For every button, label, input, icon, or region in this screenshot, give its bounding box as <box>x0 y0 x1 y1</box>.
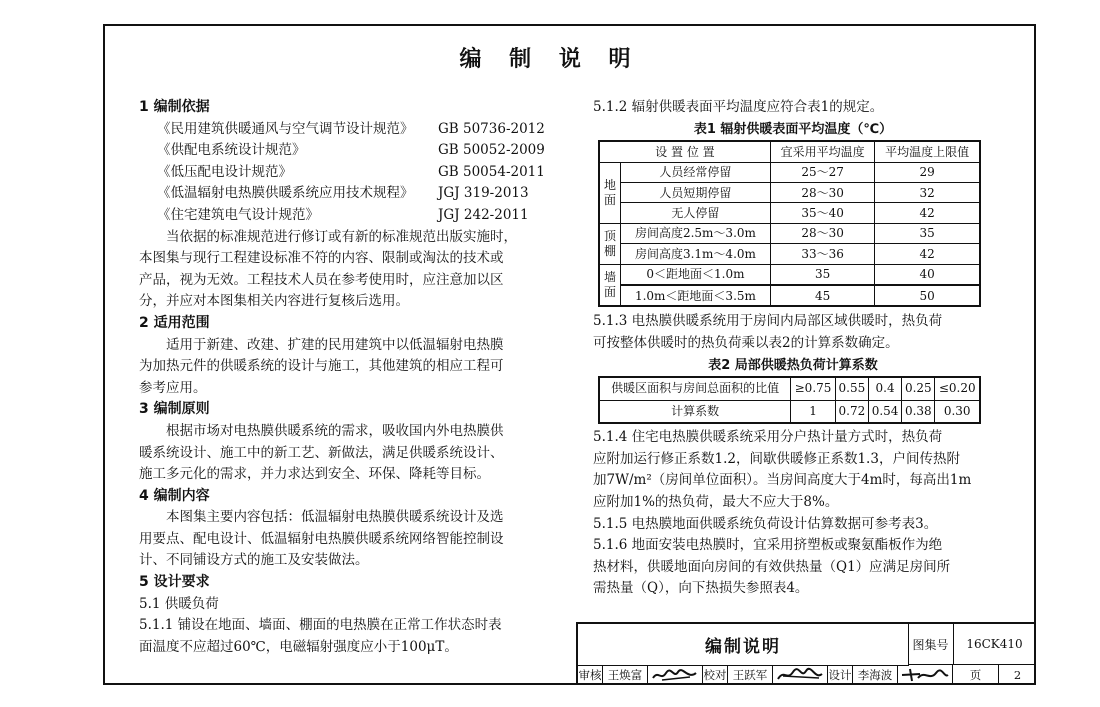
paragraph-line: 5.1.2 辐射供暖表面平均温度应符合表1的规定。 <box>593 99 884 115</box>
table-row <box>599 285 980 306</box>
paragraph-line: 应附加1%的热负荷，最大不应大于8%。 <box>593 494 839 511</box>
table-row-label: 计算系数 <box>599 400 791 423</box>
table-cell: 0.54 <box>868 400 901 423</box>
table-cell: 28～30 <box>770 182 875 202</box>
standard-item <box>139 183 564 205</box>
standard-name: 《住宅建筑电气设计规范》 <box>157 206 319 223</box>
table-row <box>599 182 980 202</box>
right-column <box>593 97 993 600</box>
table-cell: 人员短期停留 <box>621 182 771 202</box>
table-cell: 无人停留 <box>621 203 771 223</box>
standard-item <box>139 162 564 184</box>
page-number: 2 <box>1013 668 1022 682</box>
standard-code: JGJ 319-2013 <box>438 185 529 202</box>
paragraph-line: 本图集主要内容包括：低温辐射电热膜供暖系统设计及选 <box>166 509 504 526</box>
subsection-heading: 5.1 供暖负荷 <box>139 595 219 612</box>
table-cell: 35 <box>770 264 875 285</box>
title-block-title: 编制说明 <box>578 624 909 666</box>
table-row <box>599 203 980 223</box>
page-label: 页 <box>953 665 999 685</box>
table-cell: 25～27 <box>770 162 875 182</box>
table-cell: ≥0.75 <box>791 377 835 400</box>
table-cell: 35 <box>875 223 980 243</box>
table-header-row <box>599 141 980 162</box>
paragraph-line: 需热量（Q），向下热损失参照表4。 <box>593 580 809 597</box>
table-cell: 29 <box>875 162 980 182</box>
reviewer-signature <box>648 665 703 685</box>
table-cell: 1 <box>791 400 835 423</box>
section-2-heading: 2 适用范围 <box>139 314 210 331</box>
table-row <box>599 223 980 243</box>
paragraph-line: 5.1.4 住宅电热膜供暖系统采用分户热计量方式时，热负荷 <box>593 429 943 446</box>
table-cell: 42 <box>875 203 980 223</box>
table-row <box>599 377 980 400</box>
standard-code: GB 50054-2011 <box>438 163 545 180</box>
paragraph-line: 用要点、配电设计、低温辐射电热膜供暖系统网络智能控制设 <box>139 530 504 547</box>
table-row <box>599 244 980 264</box>
table-cell: 45 <box>770 285 875 306</box>
table-cell: 1.0m＜距地面＜3.5m <box>621 285 771 306</box>
paragraph-line: 参考应用。 <box>139 379 207 396</box>
group-label: 顶棚 <box>599 223 621 264</box>
review-label: 审核 <box>578 665 603 685</box>
standard-code: GB 50736-2012 <box>438 120 545 137</box>
table-cell: 0.38 <box>902 400 935 423</box>
table-header-cell: 宜采用平均温度 <box>770 141 875 162</box>
table-cell: 房间高度2.5m～3.0m <box>621 223 771 243</box>
designer-signature <box>898 665 953 685</box>
table-cell: 0.4 <box>868 377 901 400</box>
table-cell: ≤0.20 <box>935 377 980 400</box>
table-header-cell: 平均温度上限值 <box>875 141 980 162</box>
proofer-signature-mark <box>775 667 825 683</box>
designer-signature-mark <box>900 667 950 683</box>
table-row <box>599 162 980 182</box>
table-cell: 0＜距地面＜1.0m <box>621 264 771 285</box>
table-cell: 0.25 <box>902 377 935 400</box>
table-cell: 33～36 <box>770 244 875 264</box>
left-column <box>139 97 564 658</box>
paragraph-line: 应附加运行修正系数1.2，间歇供暖修正系数1.3，户间传热附 <box>593 450 960 467</box>
paragraph-line: 适用于新建、改建、扩建的民用建筑中以低温辐射电热膜 <box>166 336 504 353</box>
table-cell: 40 <box>875 264 980 285</box>
section-5-heading: 5 设计要求 <box>139 574 210 591</box>
standard-name: 《低温辐射电热膜供暖系统应用技术规程》 <box>157 185 414 202</box>
paragraph-line: 5.1.3 电热膜供暖系统用于房间内局部区域供暖时，热负荷 <box>593 313 943 330</box>
paragraph-line: 产品，视为无效。工程技术人员在参考使用时，应注意加以区 <box>139 271 504 288</box>
standard-code: JGJ 242-2011 <box>438 206 529 223</box>
title-block <box>576 622 1036 685</box>
paragraph-line: 加7W/m²（房间单位面积）。当房间高度大于4m时，每高出1m <box>593 472 972 489</box>
design-label: 设计 <box>828 665 853 685</box>
paragraph-line: 为加热元件的供暖系统的设计与施工，其他建筑的相应工程可 <box>139 358 504 375</box>
standard-item <box>139 119 564 141</box>
standard-name: 《供配电系统设计规范》 <box>157 142 306 159</box>
table-row <box>599 264 980 285</box>
standard-item <box>139 205 564 227</box>
table-cell: 0.55 <box>835 377 868 400</box>
table-cell: 0.30 <box>935 400 980 423</box>
paragraph-line: 根据市场对电热膜供暖系统的需求，吸收国内外电热膜供 <box>166 422 504 439</box>
section-1-heading: 1 编制依据 <box>139 99 210 115</box>
standard-item <box>139 140 564 162</box>
table-1-caption: 表1 辐射供暖表面平均温度（℃） <box>693 121 893 137</box>
group-label: 地面 <box>599 162 621 223</box>
reviewer-name: 王焕富 <box>603 665 648 685</box>
table-cell: 42 <box>875 244 980 264</box>
reviewer-signature-mark <box>650 667 700 683</box>
standard-code: GB 50052-2009 <box>438 142 545 159</box>
paragraph-line: 本图集与现行工程建设标准不符的内容、限制或淘汰的技术或 <box>139 250 504 267</box>
table-cell: 房间高度3.1m～4.0m <box>621 244 771 264</box>
proofer-name: 王跃军 <box>728 665 773 685</box>
paragraph-line: 计、不同铺设方式的施工及安装做法。 <box>139 552 369 569</box>
table-cell: 32 <box>875 182 980 202</box>
group-label: 墙面 <box>599 264 621 306</box>
paragraph-line: 可按整体供暖时的热负荷乘以表2的计算系数确定。 <box>593 334 899 351</box>
table-cell: 人员经常停留 <box>621 162 771 182</box>
atlas-number-label: 图集号 <box>908 624 954 665</box>
section-4-heading: 4 编制内容 <box>139 487 210 504</box>
standard-name: 《低压配电设计规范》 <box>157 163 292 180</box>
designer-name: 李海波 <box>853 665 898 685</box>
paragraph-line: 暖系统设计、施工中的新工艺、新做法，满足供暖系统设计、 <box>139 444 504 461</box>
paragraph-line: 分，并应对本图集相关内容进行复核后选用。 <box>139 293 409 310</box>
section-3-heading: 3 编制原则 <box>139 401 210 418</box>
proof-label: 校对 <box>703 665 728 685</box>
standard-name: 《民用建筑供暖通风与空气调节设计规范》 <box>157 120 414 137</box>
paragraph-line: 当依据的标准规范进行修订或有新的标准规范出版实施时， <box>166 228 517 245</box>
proofer-signature <box>773 665 828 685</box>
paragraph-line: 5.1.5 电热膜地面供暖系统负荷设计估算数据可参考表3。 <box>593 515 938 532</box>
paragraph-line: 施工多元化的需求，并力求达到安全、环保、降耗等目标。 <box>139 466 490 483</box>
table-cell: 50 <box>875 285 980 306</box>
table-row-label: 供暖区面积与房间总面积的比值 <box>599 377 791 400</box>
paragraph-line: 热材料，供暖地面向房间的有效供热量（Q1）应满足房间所 <box>593 558 951 575</box>
page-title: 编 制 说 明 <box>459 47 641 72</box>
table-cell: 0.72 <box>835 400 868 423</box>
atlas-number: 16CK410 <box>954 624 1036 665</box>
table-2-caption: 表2 局部供暖热负荷计算系数 <box>708 357 878 373</box>
paragraph-line: 5.1.6 地面安装电热膜时，宜采用挤塑板或聚氨酯板作为绝 <box>593 537 943 554</box>
table-cell: 35～40 <box>770 203 875 223</box>
table-1 <box>598 140 981 307</box>
paragraph-line: 5.1.1 铺设在地面、墙面、棚面的电热膜在正常工作状态时表 <box>139 617 502 634</box>
table-row <box>599 400 980 423</box>
table-cell: 28～30 <box>770 223 875 243</box>
paragraph-line: 面温度不应超过60℃，电磁辐射强度应小于100μT。 <box>139 638 458 655</box>
table-2 <box>598 376 981 424</box>
table-header-cell: 设 置 位 置 <box>599 141 770 162</box>
signature-row <box>578 665 1036 685</box>
